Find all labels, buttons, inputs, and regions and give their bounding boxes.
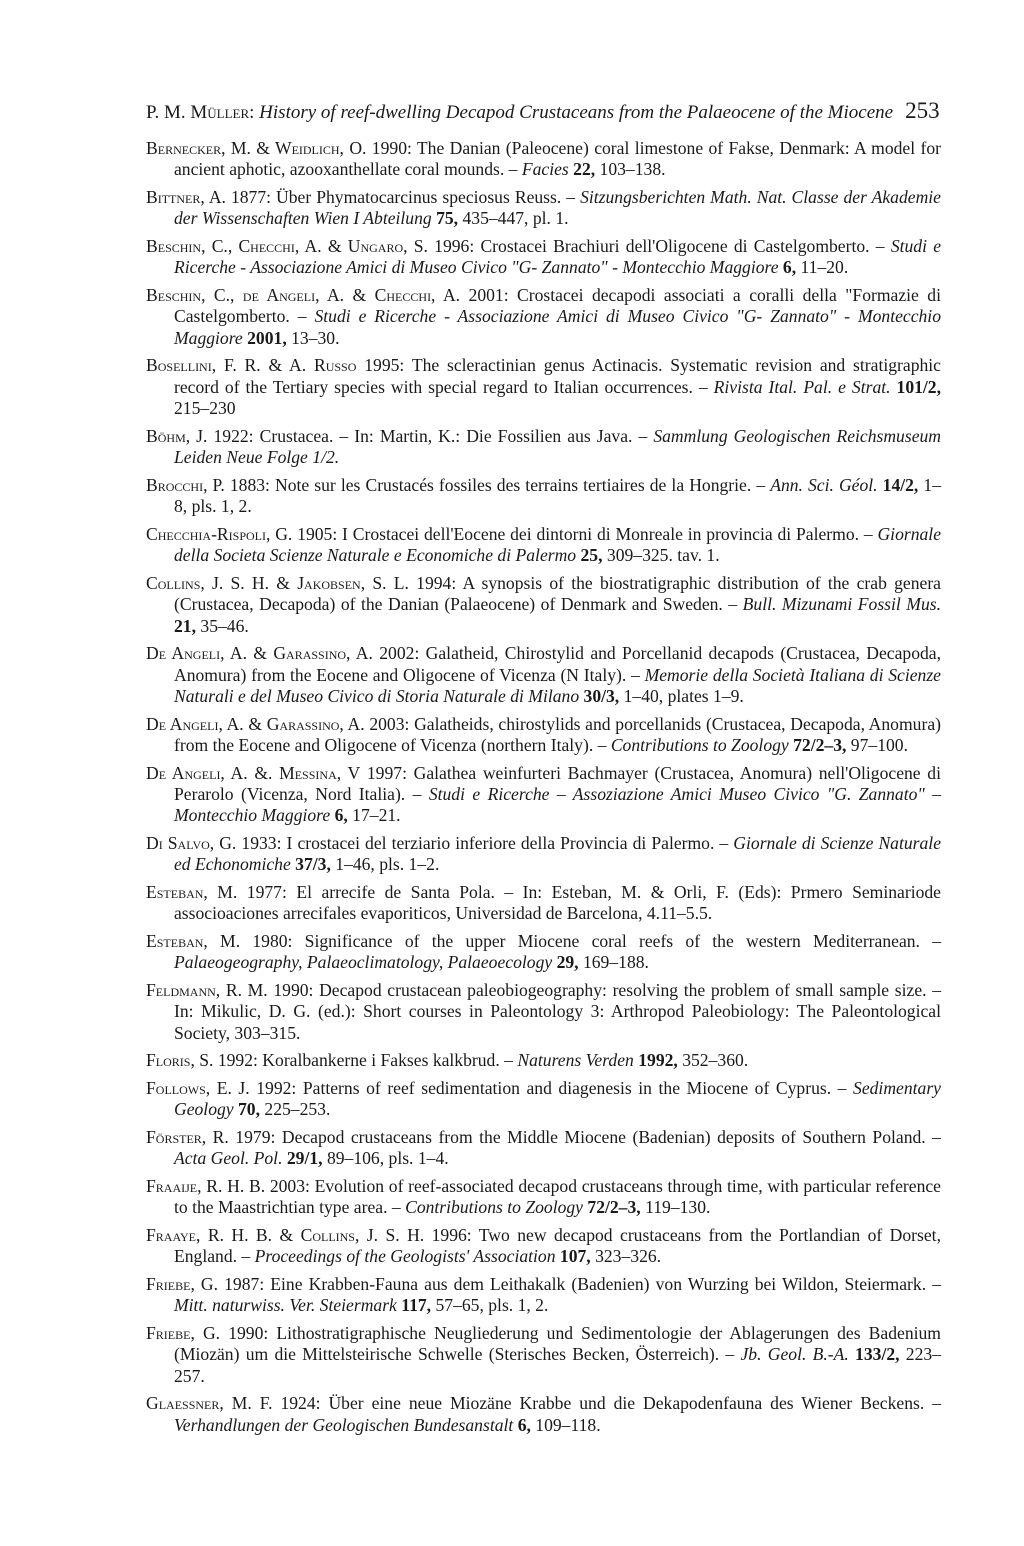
reference-volume: 117,	[396, 1295, 432, 1316]
reference-pages: 1–46, pls. 1–2.	[330, 854, 440, 875]
reference-volume: 2001,	[242, 327, 287, 348]
reference-text: 1996: Two new decapod crustaceans from the Portlandian of Dorset, England. –	[174, 1225, 941, 1267]
reference-source: Rivista Ital. Pal. e Strat.	[713, 376, 891, 397]
reference-text: 2003: Galatheids, chirostylids and porcellanids (Crustacea, Decapoda, Anomura) from the Eocene and Oligocene of Vicenza (northern Italy). –	[174, 713, 941, 756]
reference-source: Acta Geol. Pol.	[174, 1148, 283, 1169]
reference-entry	[146, 285, 941, 349]
reference-authors: Esteban, M.	[146, 882, 238, 903]
reference-pages: 435–447, pl. 1.	[458, 208, 569, 229]
reference-entry	[146, 1225, 941, 1268]
reference-entry	[146, 236, 941, 279]
reference-entry	[146, 1127, 941, 1170]
reference-pages: 13–30.	[286, 327, 340, 348]
reference-text: 1977: El arrecife de Santa Pola. – In: Esteban, M. & Orli, F. (Eds): Prmero Seminariode associoaciones arrecifales evaporiticos, Universidad de Barcelona, 4.11–5.5.	[174, 882, 941, 924]
reference-authors: Di Salvo, G.	[146, 833, 237, 854]
reference-entry	[146, 931, 941, 974]
reference-source: Naturens Verden	[517, 1050, 634, 1071]
reference-authors: Friebe, G.	[146, 1323, 221, 1344]
reference-pages: 169–188.	[578, 952, 649, 973]
reference-source: Contributions to Zoology	[610, 735, 789, 756]
reference-authors: Bittner, A.	[146, 187, 226, 207]
reference-text: 1997: Galathea weinfurteri Bachmayer (Crustacea, Anomura) nell'Oligocene di Perarolo (Vicenza, Nord Italia). –	[174, 762, 941, 805]
reference-text: 1980: Significance of the upper Miocene coral reefs of the western Mediterranean. –	[240, 931, 941, 952]
reference-authors: Glaessner, M. F.	[146, 1393, 273, 1414]
reference-entry	[146, 573, 941, 637]
reference-entry	[146, 1393, 941, 1436]
reference-list	[146, 138, 941, 1442]
reference-authors: Collins, J. S. H. & Jakobsen, S. L.	[146, 572, 409, 593]
reference-text: 1994: A synopsis of the biostratigraphic distribution of the crab genera (Crustacea, Decapoda) of the Danian (Palaeocene) of Denmark and Sweden. –	[174, 572, 941, 615]
reference-pages: 223–257.	[174, 1344, 941, 1386]
reference-text: 1979: Decapod crustaceans from the Middle Miocene (Badenian) deposits of Southern Poland. –	[228, 1127, 941, 1148]
reference-volume: 30/3,	[579, 686, 620, 707]
reference-volume: 133/2,	[848, 1344, 900, 1365]
reference-text: 1883: Note sur les Crustacés fossiles des terrains tertiaires de la Hongrie. –	[224, 474, 771, 495]
reference-volume: 29/1,	[282, 1148, 323, 1169]
reference-pages: 97–100.	[846, 735, 908, 756]
reference-entry	[146, 1274, 941, 1317]
reference-authors: Checchia-Rispoli, G.	[146, 523, 293, 544]
reference-source: Giornale di Scienze Naturale ed Echonomiche	[174, 833, 941, 875]
reference-source: Verhandlungen der Geologischen Bundesanstalt	[174, 1414, 514, 1435]
reference-authors: Bernecker, M. & Weidlich, O.	[146, 138, 367, 158]
reference-authors: Beschin, C., de Angeli, A. & Checchi, A.	[146, 285, 461, 305]
reference-pages: 225–253.	[260, 1099, 331, 1120]
reference-text: 1987: Eine Krabben-Fauna aus dem Leithakalk (Badenien) von Wurzing bei Wildon, Steiermark. –	[218, 1274, 941, 1295]
reference-volume: 21,	[174, 615, 196, 636]
reference-authors: Floris, S.	[146, 1050, 214, 1071]
reference-text: 1990: The Danian (Paleocene) coral limestone of Fakse, Denmark: A model for ancient aphotic, azooxanthellate coral mounds. –	[174, 138, 942, 180]
reference-volume: 29,	[552, 952, 579, 973]
header-title: History of reef-dwelling Decapod Crustaceans from the Palaeocene of the Miocene	[254, 102, 894, 123]
reference-entry	[146, 1078, 941, 1121]
reference-pages: 57–65, pls. 1, 2.	[431, 1295, 549, 1316]
reference-text: 1992: Patterns of reef sedimentation and diagenesis in the Miocene of Cyprus. –	[249, 1078, 854, 1099]
reference-volume: 14/2,	[877, 474, 919, 495]
reference-authors: De Angeli, A. &. Messina, V	[146, 762, 361, 783]
reference-text: 2001: Crostacei decapodi associati a coralli della "Formazie di Castelgomberto. –	[174, 285, 941, 327]
reference-entry	[146, 643, 941, 707]
reference-authors: Bosellini, F. R. & A. Russo	[146, 355, 357, 376]
reference-volume: 72/2–3,	[583, 1197, 641, 1218]
reference-entry	[146, 426, 941, 469]
reference-volume: 1992,	[633, 1050, 678, 1071]
reference-pages: 1–8, pls. 1, 2.	[174, 474, 941, 517]
reference-volume: 75,	[431, 208, 459, 229]
reference-text: 1990: Lithostratigraphische Neugliederung und Sedimentologie der Ablagerungen des Badenium (Miozän) um die Mittelsteirische Schwelle (Sterisches Becken, Österreich). –	[174, 1323, 941, 1365]
reference-volume: 72/2–3,	[788, 735, 847, 756]
reference-source: Giornale della Societa Scienze Naturale e Economiche di Palermo	[174, 523, 941, 566]
reference-authors: Fraaije, R. H. B.	[146, 1176, 266, 1197]
reference-source: Facies	[521, 159, 569, 180]
reference-authors: Fraaye, R. H. B. & Collins, J. S. H.	[146, 1225, 425, 1246]
reference-source: Contributions to Zoology	[405, 1197, 583, 1218]
reference-volume: 101/2,	[890, 376, 942, 397]
running-head	[146, 98, 940, 124]
reference-text: 1905: I Crostacei dell'Eocene dei dintorni di Monreale in provincia di Palermo. –	[292, 523, 878, 544]
reference-pages: 323–326.	[590, 1246, 662, 1267]
reference-source: Proceedings of the Geologists' Association	[254, 1246, 556, 1267]
reference-authors: De Angeli, A. & Garassino, A.	[146, 643, 373, 664]
reference-text: 1877: Über Phymatocarcinus speciosus Reuss. –	[225, 187, 581, 207]
reference-volume: 70,	[233, 1099, 260, 1120]
header-author: P. M. Müller:	[146, 102, 255, 123]
reference-source: Studi e Ricerche - Associazione Amici di Museo Civico "G- Zannato" - Montecchio Maggiore	[174, 306, 941, 348]
reference-pages: 1–40, plates 1–9.	[619, 686, 744, 707]
reference-text: 2002: Galatheid, Chirostylid and Porcellanid decapods (Crustacea, Decapoda, Anomura) from the Eocene and Oligocene of Vicenza (N Italy). –	[174, 643, 942, 685]
reference-entry	[146, 1323, 941, 1387]
reference-entry	[146, 980, 941, 1044]
reference-authors: Böhm, J.	[146, 425, 208, 446]
reference-text: 1992: Koralbankerne i Fakses kalkbrud. –	[213, 1050, 518, 1071]
reference-authors: Friebe, G.	[146, 1274, 219, 1295]
reference-source: Jb. Geol. B.-A.	[740, 1344, 849, 1365]
reference-pages: 35–46.	[196, 615, 249, 636]
reference-source: Studi e Ricerche – Assoziazione Amici Museo Civico "G. Zannato" – Montecchio Maggiore	[174, 784, 942, 826]
reference-source: Sedimentary Geology	[174, 1078, 941, 1120]
reference-authors: Feldmann, R. M.	[146, 980, 268, 1001]
reference-volume: 107,	[555, 1246, 591, 1267]
reference-authors: Esteban, M.	[146, 931, 241, 952]
reference-entry	[146, 355, 941, 419]
reference-source: Studi e Ricerche - Associazione Amici di Museo Civico "G- Zannato" - Montecchio Maggiore	[174, 236, 942, 278]
reference-text: 1933: I crostacei del terziario inferiore della Provincia di Palermo. –	[236, 833, 734, 854]
reference-volume: 6,	[330, 805, 348, 826]
reference-pages: 11–20.	[796, 257, 849, 278]
reference-authors: Brocchi, P.	[146, 474, 225, 495]
reference-text: 1924: Über eine neue Miozäne Krabbe und die Dekapodenfauna des Wiener Beckens. –	[272, 1393, 941, 1414]
reference-entry	[146, 1050, 941, 1071]
reference-source: Sitzungsberichten Math. Nat. Classe der Akademie der Wissenschaften Wien I Abteilung	[174, 187, 941, 229]
reference-volume: 6,	[513, 1414, 531, 1435]
reference-source: Memorie della Società Italiana di Scienze Naturali e del Museo Civico di Storia Naturale di Milano	[174, 664, 941, 707]
reference-volume: 6,	[778, 257, 797, 278]
reference-volume: 37/3,	[290, 854, 331, 875]
reference-text: 2003: Evolution of reef-associated decapod crustaceans through time, with particular reference to the Maastrichtian type area. –	[174, 1176, 941, 1218]
reference-source: Bull. Mizunami Fossil Mus.	[742, 594, 941, 615]
reference-text: 1922: Crustacea. – In: Martin, K.: Die Fossilien aus Java. –	[207, 425, 654, 446]
reference-text: 1995: The scleractinian genus Actinacis. Systematic revision and stratigraphic record of the Tertiary species with special regard to Italian occurrences. –	[174, 355, 941, 397]
reference-pages: 215–230	[174, 398, 236, 419]
reference-pages: 309–325. tav. 1.	[602, 545, 720, 566]
reference-authors: Beschin, C., Checchi, A. & Ungaro, S.	[146, 236, 428, 256]
reference-pages: 119–130.	[640, 1197, 711, 1218]
reference-authors: De Angeli, A. & Garassino, A.	[146, 713, 365, 734]
reference-entry	[146, 833, 941, 876]
reference-entry	[146, 1176, 941, 1219]
reference-pages: 352–360.	[677, 1050, 749, 1071]
page-number: 253	[905, 98, 940, 123]
reference-volume: 25,	[576, 545, 603, 566]
reference-entry	[146, 714, 941, 757]
reference-pages: 109–118.	[530, 1414, 601, 1435]
reference-entry	[146, 138, 941, 181]
reference-entry	[146, 524, 941, 567]
reference-volume: 22,	[568, 159, 596, 180]
reference-entry	[146, 475, 941, 518]
reference-pages: 17–21.	[347, 805, 401, 826]
reference-authors: Förster, R.	[146, 1127, 229, 1148]
reference-source: Palaeogeography, Palaeoclimatology, Palaeoecology	[174, 952, 553, 973]
reference-pages: 89–106, pls. 1–4.	[322, 1148, 449, 1169]
reference-text: 1990: Decapod crustacean paleobiogeography: resolving the problem of small sample size. – In: Mikulic, D. G. (ed.): Short courses in Paleontology 3: Arthropod Paleobiology: The Paleontological Society, 303–315.	[174, 980, 941, 1043]
reference-source: Ann. Sci. Géol.	[770, 474, 878, 495]
reference-entry	[146, 763, 941, 827]
reference-source: Mitt. naturwiss. Ver. Steiermark	[174, 1295, 397, 1316]
reference-source: Sammlung Geologischen Reichsmuseum Leiden Neue Folge 1/2.	[174, 425, 942, 468]
reference-entry	[146, 882, 941, 925]
reference-authors: Follows, E. J.	[146, 1078, 250, 1099]
reference-pages: 103–138.	[595, 159, 666, 180]
reference-entry	[146, 187, 941, 230]
reference-text: 1996: Crostacei Brachiuri dell'Oligocene di Castelgomberto. –	[427, 236, 891, 256]
